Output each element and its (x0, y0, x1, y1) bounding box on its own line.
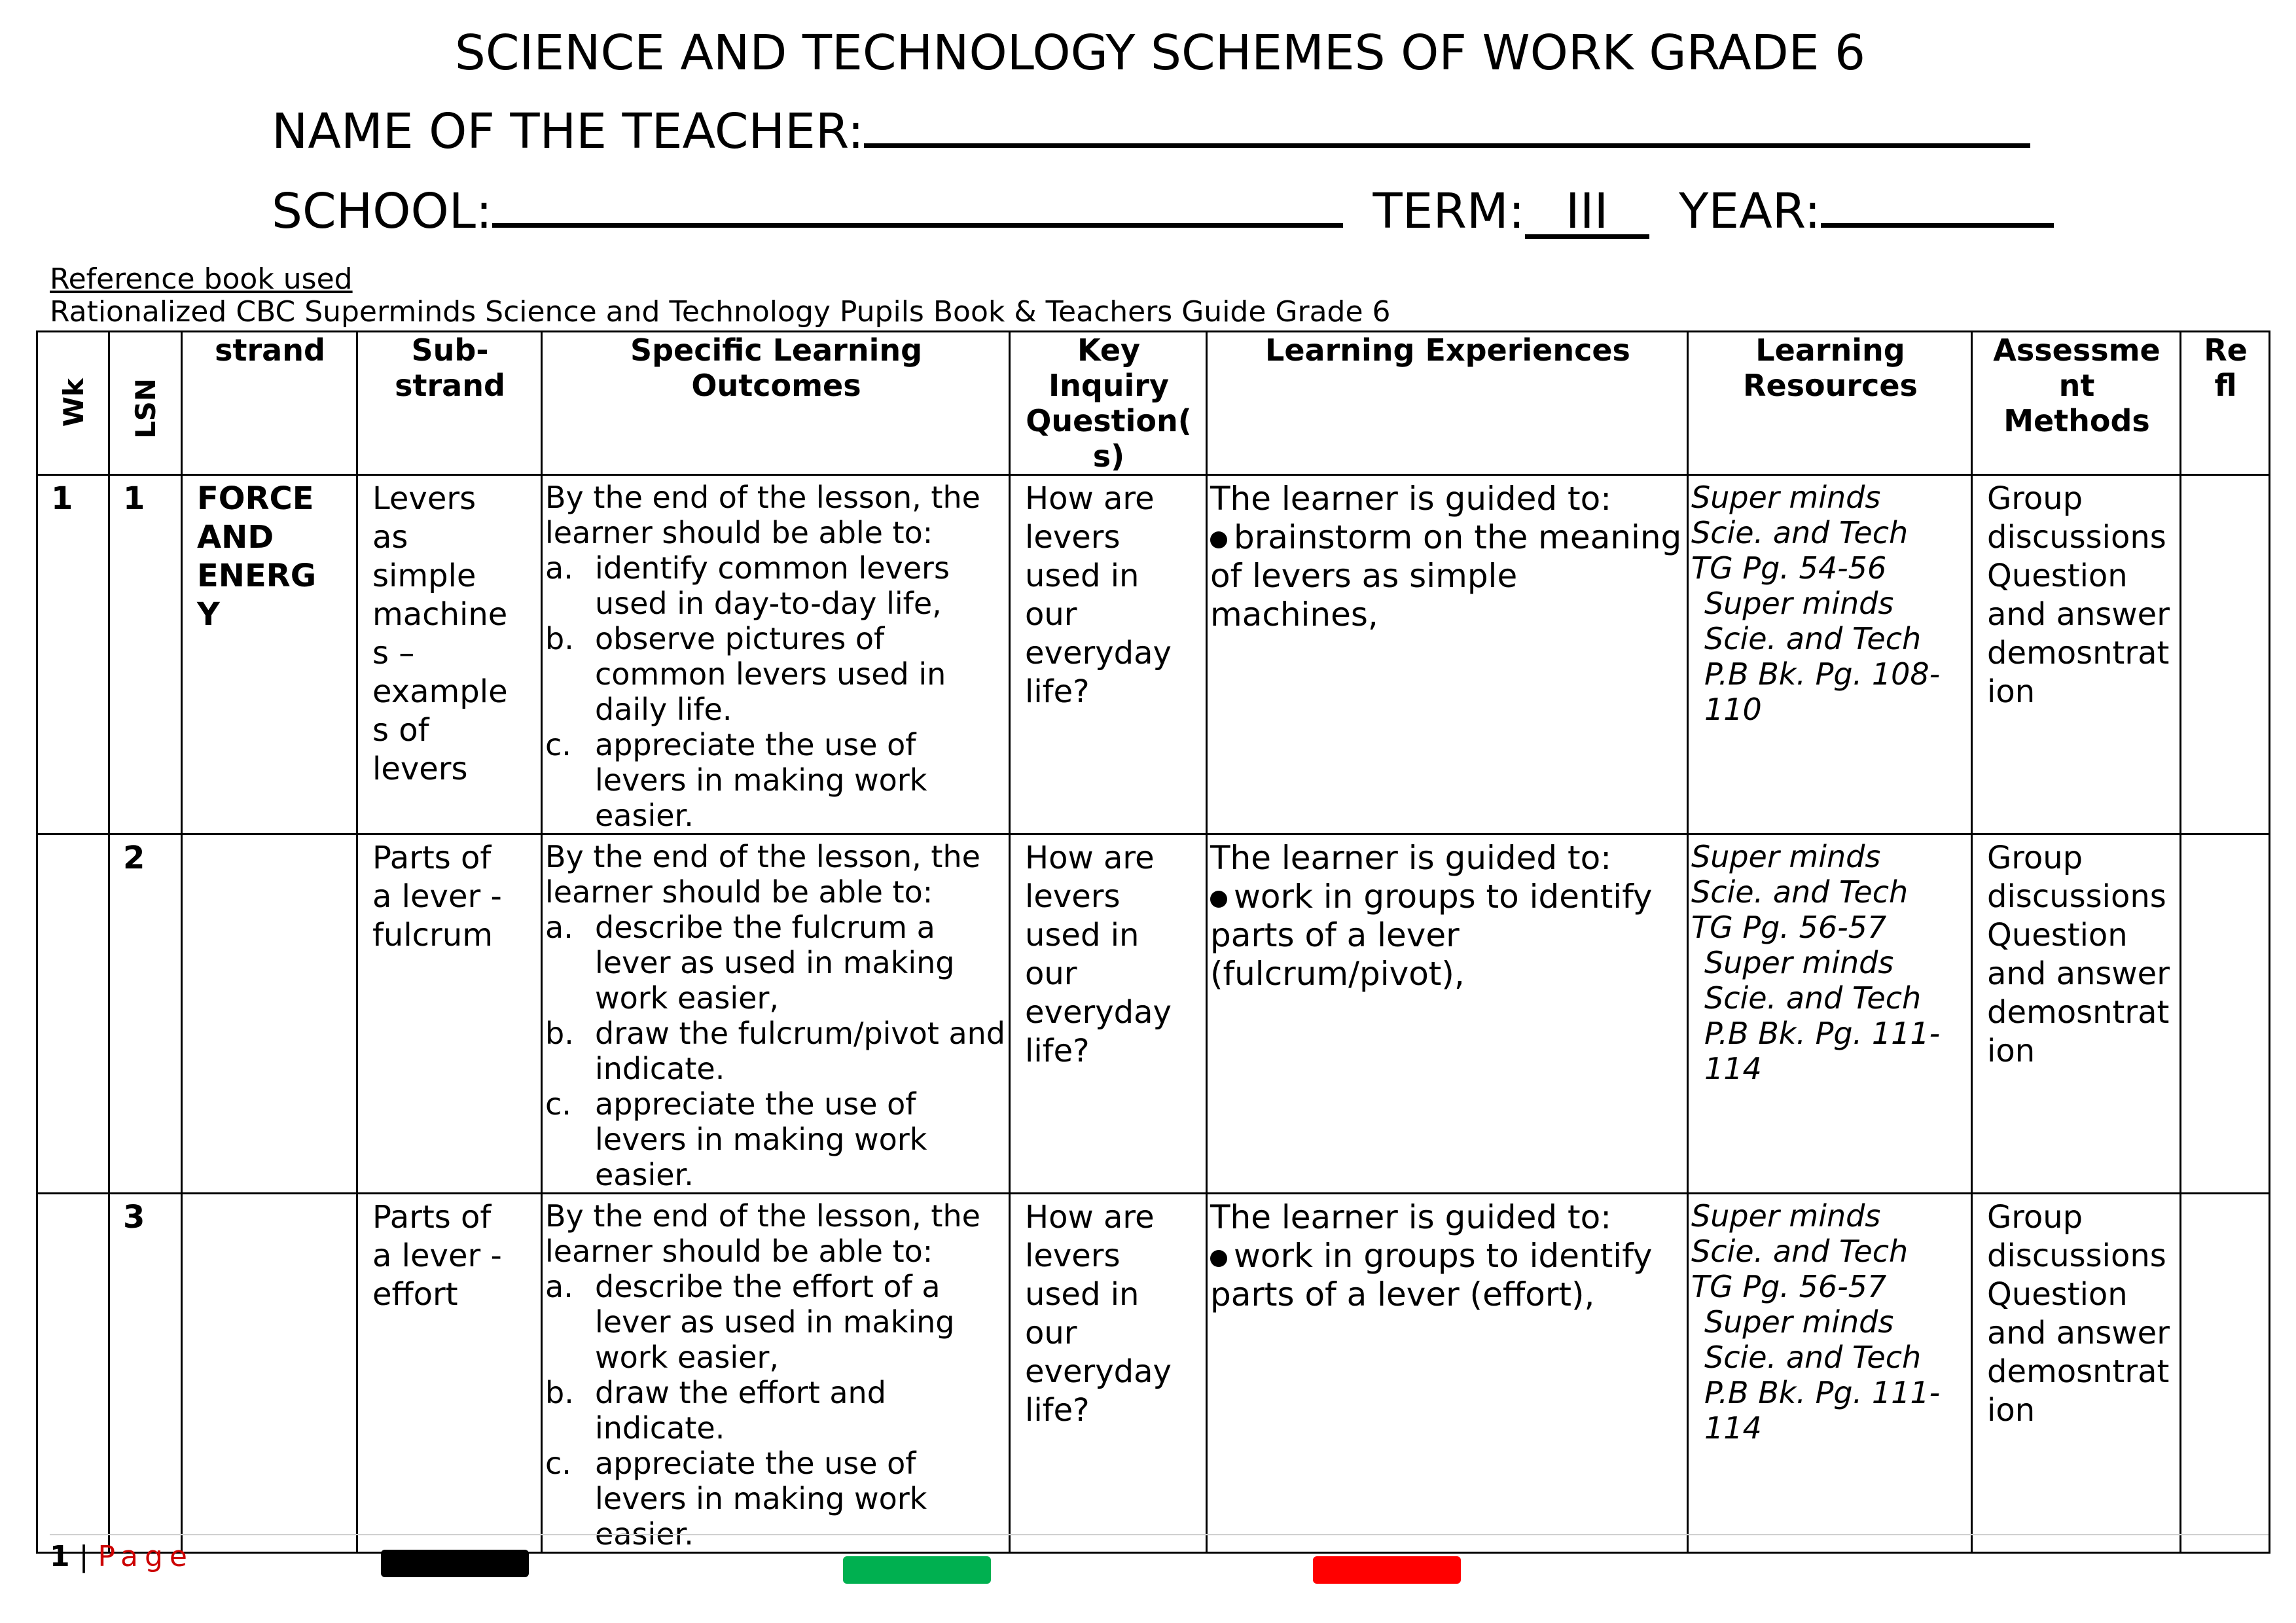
table-row (37, 475, 2270, 834)
footer-divider (50, 1534, 2269, 1535)
outcome-text: appreciate the use of levers in making work easier. (595, 727, 927, 833)
header-strand: strand (182, 332, 357, 475)
outcome-marker: c. (545, 1086, 571, 1122)
lesson-cell: 2 (109, 834, 182, 1194)
outcome-intro: By the end of the lesson, the learner should be able to: (545, 480, 980, 550)
year-field[interactable] (1821, 188, 2054, 228)
outcome-marker: c. (545, 727, 571, 762)
resource-pupils-book: Super minds Scie. and Tech P.B Bk. Pg. 108- 110 (1704, 586, 1941, 727)
outcome-marker: b. (545, 621, 574, 656)
week-cell: 1 (37, 475, 109, 834)
outcome-list (545, 910, 1007, 1192)
red-color-bar (1313, 1556, 1461, 1584)
resource-teachers-guide: Super minds Scie. and Tech TG Pg. 56-57 (1691, 1198, 1909, 1304)
strand-cell: FORCE AND ENERG Y (182, 475, 357, 834)
sub-strand-cell: Parts of a lever - effort (357, 1194, 542, 1553)
resources-cell (1688, 834, 1972, 1194)
header-learning-experiences: Learning Experiences (1207, 332, 1688, 475)
black-color-bar (381, 1550, 529, 1577)
bullet-icon (1210, 531, 1227, 548)
assessment-cell: Group discussions Question and answer demosntrat ion (1972, 475, 2181, 834)
teacher-name-label: NAME OF THE TEACHER: (272, 103, 864, 160)
reflection-cell[interactable] (2181, 475, 2270, 834)
teacher-name-field[interactable] (864, 108, 2030, 148)
outcomes-cell (542, 1194, 1010, 1553)
school-field[interactable] (492, 188, 1343, 228)
sub-strand-cell: Parts of a lever - fulcrum (357, 834, 542, 1194)
assessment-cell: Group discussions Question and answer demosntrat ion (1972, 1194, 2181, 1553)
header-reflection: Re fl (2181, 332, 2270, 475)
experiences-cell (1207, 1194, 1688, 1553)
sub-strand-cell: Levers as simple machine s – example s of levers (357, 475, 542, 834)
page-word: Page (98, 1540, 194, 1573)
term-value[interactable]: III (1525, 188, 1649, 239)
outcome-item (545, 550, 1007, 621)
outcome-item (545, 910, 1007, 1016)
year-label: YEAR: (1679, 183, 1821, 240)
outcome-marker: b. (545, 1016, 574, 1051)
page-number-value: 1 (50, 1540, 70, 1573)
resources-cell (1688, 1194, 1972, 1553)
lesson-cell: 3 (109, 1194, 182, 1553)
inquiry-cell: How are levers used in our everyday life? (1010, 475, 1207, 834)
header-learning-resources: Learning Resources (1688, 332, 1972, 475)
outcome-text: draw the fulcrum/pivot and indicate. (595, 1016, 1005, 1086)
outcome-marker: a. (545, 910, 573, 945)
outcome-item (545, 1269, 1007, 1375)
outcome-list (545, 1269, 1007, 1552)
table-header-row (37, 332, 2270, 475)
outcome-intro: By the end of the lesson, the learner should be able to: (545, 839, 980, 910)
strand-cell (182, 1194, 357, 1553)
table-row (37, 1194, 2270, 1553)
header-sub-strand: Sub- strand (357, 332, 542, 475)
inquiry-cell: How are levers used in our everyday life? (1010, 1194, 1207, 1553)
outcome-text: appreciate the use of levers in making work easier. (595, 1446, 927, 1552)
outcome-text: observe pictures of common levers used in daily life. (595, 621, 946, 727)
scheme-of-work-table (36, 330, 2270, 1554)
outcome-marker: b. (545, 1375, 574, 1410)
outcome-list (545, 550, 1007, 833)
resource-pupils-book: Super minds Scie. and Tech P.B Bk. Pg. 111- 114 (1704, 1304, 1941, 1446)
outcome-item (545, 1375, 1007, 1446)
bullet-icon (1210, 1250, 1227, 1267)
experience-item (1210, 1237, 1685, 1314)
header-specific-learning-outcomes: Specific Learning Outcomes (542, 332, 1010, 475)
outcome-item (545, 621, 1007, 727)
strand-cell (182, 834, 357, 1194)
resource-teachers-guide: Super minds Scie. and Tech TG Pg. 54-56 (1691, 480, 1909, 586)
experiences-cell (1207, 475, 1688, 834)
resource-teachers-guide: Super minds Scie. and Tech TG Pg. 56-57 (1691, 839, 1909, 945)
experience-text: work in groups to identify parts of a lever (fulcrum/pivot), (1210, 878, 1653, 993)
reference-value: Rationalized CBC Superminds Science and Technology Pupils Book & Teachers Guide Grade 6 (50, 295, 1391, 329)
outcome-marker: c. (545, 1446, 571, 1481)
page-number-separator: | (79, 1540, 89, 1573)
lesson-cell: 1 (109, 475, 182, 834)
week-cell (37, 1194, 109, 1553)
experience-item (1210, 518, 1685, 634)
bullet-icon (1210, 891, 1227, 908)
experience-text: brainstorm on the meaning of levers as simple machines, (1210, 518, 1682, 633)
experience-intro: The learner is guided to: (1210, 1198, 1612, 1236)
outcome-text: describe the effort of a lever as used in making work easier, (595, 1269, 955, 1375)
outcome-marker: a. (545, 550, 573, 586)
header-key-inquiry-questions: Key Inquiry Question( s) (1010, 332, 1207, 475)
outcome-text: identify common levers used in day-to-day life, (595, 550, 950, 621)
teacher-name-line (272, 102, 2030, 161)
reflection-cell[interactable] (2181, 1194, 2270, 1553)
page-number (50, 1539, 194, 1575)
reference-label: Reference book used (50, 262, 353, 296)
outcome-text: appreciate the use of levers in making work easier. (595, 1086, 927, 1192)
week-cell (37, 834, 109, 1194)
resource-pupils-book: Super minds Scie. and Tech P.B Bk. Pg. 111- 114 (1704, 945, 1941, 1086)
outcome-item (545, 1086, 1007, 1192)
experience-intro: The learner is guided to: (1210, 839, 1612, 877)
outcome-intro: By the end of the lesson, the learner should be able to: (545, 1198, 980, 1269)
inquiry-cell: How are levers used in our everyday life? (1010, 834, 1207, 1194)
outcome-text: draw the effort and indicate. (595, 1375, 886, 1446)
table-row (37, 834, 2270, 1194)
assessment-cell: Group discussions Question and answer demosntrat ion (1972, 834, 2181, 1194)
outcome-item (545, 1446, 1007, 1552)
experience-intro: The learner is guided to: (1210, 480, 1612, 518)
header-assessment-methods: Assessme nt Methods (1972, 332, 2181, 475)
school-label: SCHOOL: (272, 183, 492, 240)
outcome-marker: a. (545, 1269, 573, 1304)
outcome-text: describe the fulcrum a lever as used in making work easier, (595, 910, 955, 1016)
experience-item (1210, 878, 1685, 993)
header-lsn: LSN (109, 332, 182, 475)
outcomes-cell (542, 834, 1010, 1194)
outcome-item (545, 1016, 1007, 1086)
document-title: SCIENCE AND TECHNOLOGY SCHEMES OF WORK GRADE 6 (454, 25, 1866, 81)
header-wk: Wk (37, 332, 109, 475)
outcome-item (545, 727, 1007, 833)
school-term-year-line (272, 182, 2054, 241)
experiences-cell (1207, 834, 1688, 1194)
outcomes-cell (542, 475, 1010, 834)
green-color-bar (843, 1556, 991, 1584)
experience-text: work in groups to identify parts of a lever (effort), (1210, 1237, 1653, 1313)
term-label: TERM: (1372, 183, 1525, 240)
reflection-cell[interactable] (2181, 834, 2270, 1194)
resources-cell (1688, 475, 1972, 834)
